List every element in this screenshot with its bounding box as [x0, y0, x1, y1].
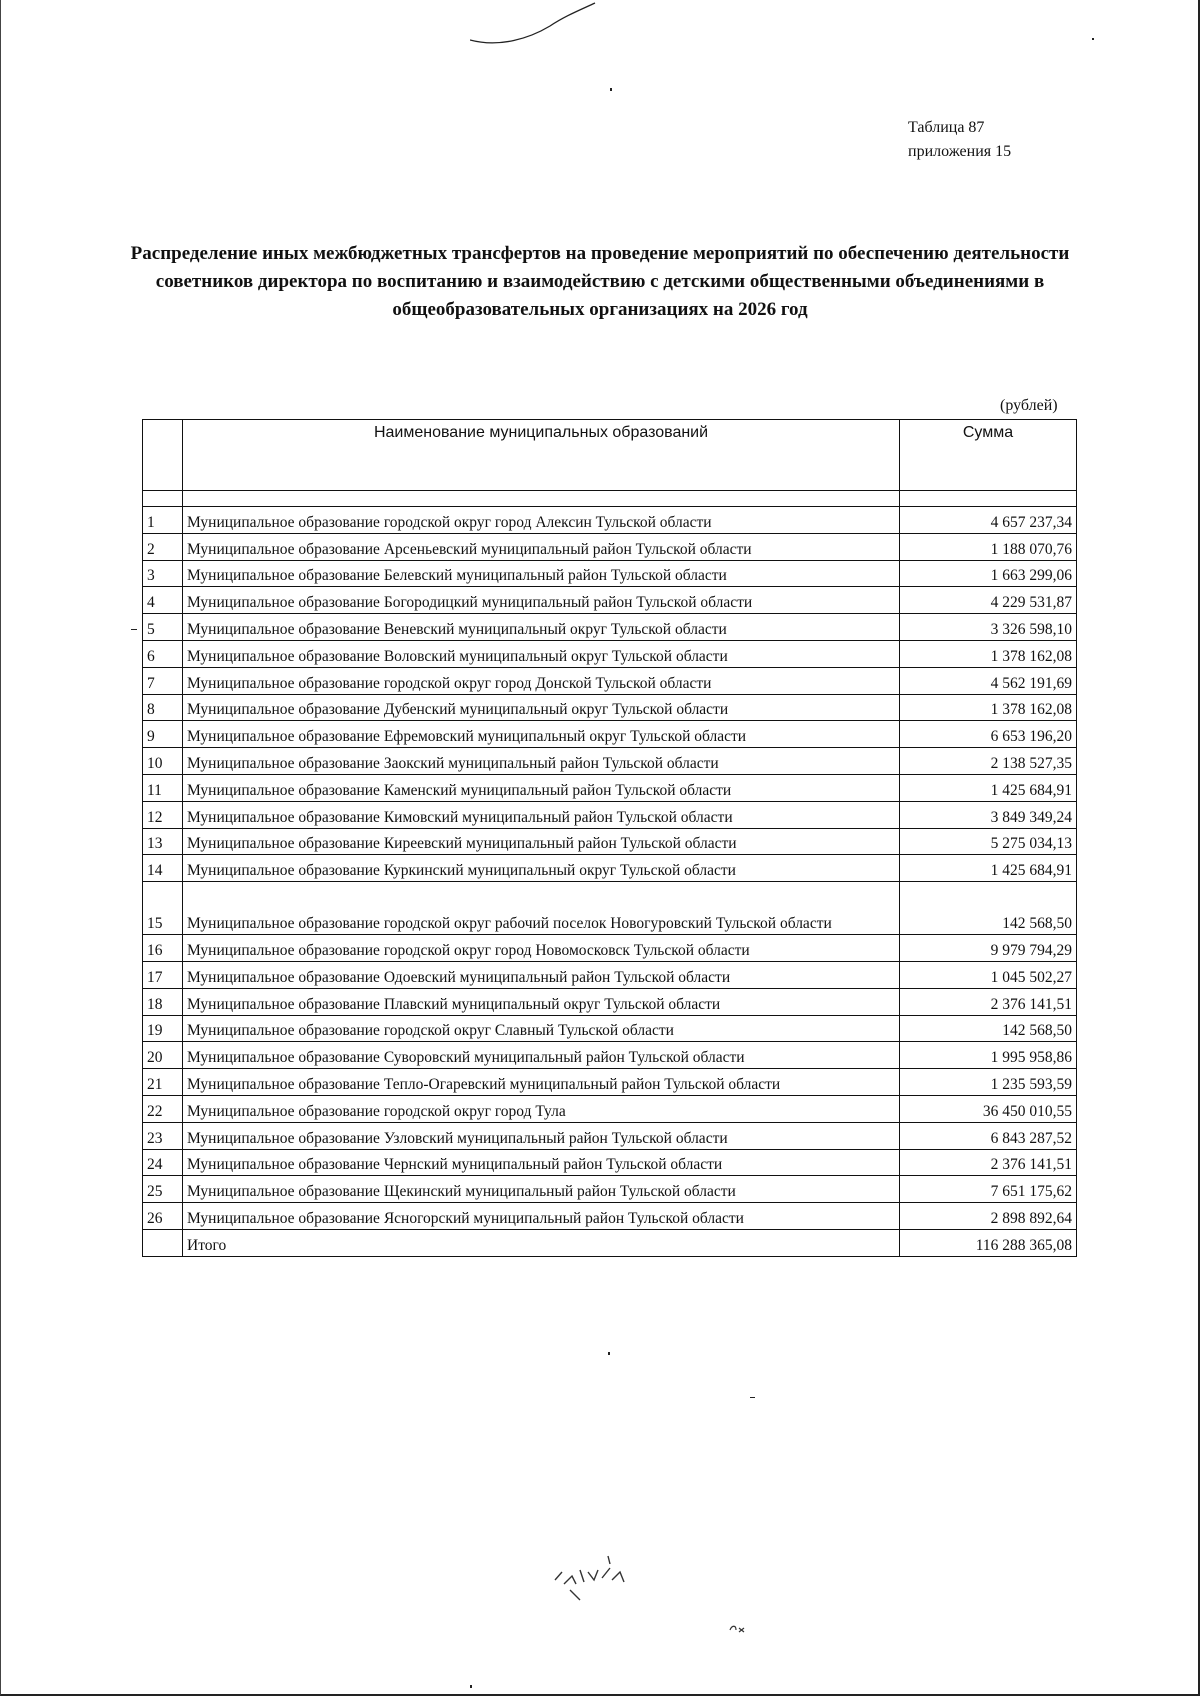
handwritten-mark: [728, 1622, 752, 1636]
total-label: Итого: [183, 1229, 900, 1256]
row-number: 18: [143, 988, 183, 1015]
row-number: 23: [143, 1122, 183, 1149]
transfer-sum: 1 235 593,59: [900, 1069, 1077, 1096]
transfer-sum: 1 045 502,27: [900, 961, 1077, 988]
transfer-sum: 142 568,50: [900, 1015, 1077, 1042]
transfer-sum: 142 568,50: [900, 882, 1077, 935]
municipality-name: Муниципальное образование Суворовский муниципальный район Тульской области: [183, 1042, 900, 1069]
total-row: [143, 1229, 1077, 1256]
table-row: [143, 1042, 1077, 1069]
table-header-row: [143, 420, 1077, 491]
municipality-name: Муниципальное образование Ясногорский муниципальный район Тульской области: [183, 1203, 900, 1230]
table-row: [143, 988, 1077, 1015]
document-title: Распределение иных межбюджетных трансфертов на проведение мероприятий по обеспечению деятельности советников директора по воспитанию и взаимодействию с детскими общественными объединениями в общеобразовательных организациях на 2026 год: [130, 243, 1070, 320]
table-row: [143, 882, 1077, 935]
row-number: 2: [143, 533, 183, 560]
table-row: [143, 694, 1077, 721]
municipality-name: Муниципальное образование Белевский муниципальный район Тульской области: [183, 560, 900, 587]
table-row: [143, 1015, 1077, 1042]
row-number: 20: [143, 1042, 183, 1069]
municipality-name: Муниципальное образование Тепло-Огаревский муниципальный район Тульской области: [183, 1069, 900, 1096]
transfer-sum: 5 275 034,13: [900, 828, 1077, 855]
row-number: 8: [143, 694, 183, 721]
transfer-sum: 1 425 684,91: [900, 855, 1077, 882]
row-number: 10: [143, 748, 183, 775]
transfer-sum: 6 843 287,52: [900, 1122, 1077, 1149]
row-number: 14: [143, 855, 183, 882]
transfer-sum: 7 651 175,62: [900, 1176, 1077, 1203]
scan-dot: [610, 88, 612, 91]
municipality-name: Муниципальное образование Киреевский муниципальный район Тульской области: [183, 828, 900, 855]
row-number: 25: [143, 1176, 183, 1203]
row-number: 7: [143, 667, 183, 694]
table-row: [143, 1149, 1077, 1176]
transfer-sum: 1 663 299,06: [900, 560, 1077, 587]
transfer-sum: 2 138 527,35: [900, 748, 1077, 775]
row-number: 3: [143, 560, 183, 587]
table-row: [143, 961, 1077, 988]
table-row: [143, 640, 1077, 667]
row-number: 6: [143, 640, 183, 667]
municipality-name: Муниципальное образование Ефремовский муниципальный округ Тульской области: [183, 721, 900, 748]
municipality-name: Муниципальное образование городской округ город Алексин Тульской области: [183, 507, 900, 534]
municipality-name: Муниципальное образование городской округ рабочий поселок Новогуровский Тульской области: [183, 882, 900, 935]
row-number: 17: [143, 961, 183, 988]
transfer-sum: 1 378 162,08: [900, 694, 1077, 721]
municipality-name: Муниципальное образование Кимовский муниципальный район Тульской области: [183, 801, 900, 828]
municipality-name: Муниципальное образование Узловский муниципальный район Тульской области: [183, 1122, 900, 1149]
table-number: Таблица 87: [908, 119, 985, 136]
municipality-name: Муниципальное образование Щекинский муниципальный район Тульской области: [183, 1176, 900, 1203]
row-number: 13: [143, 828, 183, 855]
municipality-name: Муниципальное образование Заокский муниципальный район Тульской области: [183, 748, 900, 775]
transfer-sum: 36 450 010,55: [900, 1095, 1077, 1122]
signature-stroke: [470, 0, 600, 50]
row-number: 5: [143, 614, 183, 641]
table-row: [143, 1176, 1077, 1203]
municipality-name: Муниципальное образование Куркинский муниципальный округ Тульской области: [183, 855, 900, 882]
table-row: [143, 667, 1077, 694]
transfer-sum: 3 849 349,24: [900, 801, 1077, 828]
table-row: [143, 828, 1077, 855]
appendix-reference: [908, 116, 1011, 164]
municipality-name: Муниципальное образование Плавский муниципальный округ Тульской области: [183, 988, 900, 1015]
table-row: [143, 560, 1077, 587]
table-row: [143, 935, 1077, 962]
row-number: 1: [143, 507, 183, 534]
municipality-name: Муниципальное образование Дубенский муниципальный округ Тульской области: [183, 694, 900, 721]
table-row: [143, 855, 1077, 882]
transfer-sum: 2 376 141,51: [900, 988, 1077, 1015]
municipality-name: Муниципальное образование Чернский муниципальный район Тульской области: [183, 1149, 900, 1176]
scan-dot: [1092, 38, 1094, 40]
municipality-name: Муниципальное образование Воловский муниципальный округ Тульской области: [183, 640, 900, 667]
municipality-name: Муниципальное образование городской округ Славный Тульской области: [183, 1015, 900, 1042]
transfer-sum: 3 326 598,10: [900, 614, 1077, 641]
table-row: [143, 1203, 1077, 1230]
municipality-name: Муниципальное образование Арсеньевский муниципальный район Тульской области: [183, 533, 900, 560]
table-row: [143, 507, 1077, 534]
transfer-sum: 9 979 794,29: [900, 935, 1077, 962]
row-number: 11: [143, 774, 183, 801]
scan-dot: [608, 1352, 610, 1355]
municipality-name: Муниципальное образование Веневский муниципальный округ Тульской области: [183, 614, 900, 641]
table-row: [143, 774, 1077, 801]
row-number: 15: [143, 882, 183, 935]
table-row: [143, 1069, 1077, 1096]
transfer-sum: 4 657 237,34: [900, 507, 1077, 534]
appendix-number: приложения 15: [908, 143, 1012, 160]
row-number: 16: [143, 935, 183, 962]
handwritten-mark: [550, 1550, 660, 1620]
total-number-cell: [143, 1229, 183, 1256]
transfer-sum: 1 425 684,91: [900, 774, 1077, 801]
municipality-name: Муниципальное образование Богородицкий муниципальный район Тульской области: [183, 587, 900, 614]
scan-dot: [131, 629, 137, 630]
distribution-table: [142, 419, 1077, 1257]
row-number: 9: [143, 721, 183, 748]
header-name-cell: Наименование муниципальных образований: [183, 420, 900, 491]
transfer-sum: 2 376 141,51: [900, 1149, 1077, 1176]
transfer-sum: 2 898 892,64: [900, 1203, 1077, 1230]
transfer-sum: 4 562 191,69: [900, 667, 1077, 694]
header-gap-row: [143, 491, 1077, 507]
municipality-name: Муниципальное образование городской округ город Новомосковск Тульской области: [183, 935, 900, 962]
header-sum-cell: Сумма: [900, 420, 1077, 491]
scan-dot: [750, 1397, 755, 1398]
table-row: [143, 1095, 1077, 1122]
transfer-sum: 6 653 196,20: [900, 721, 1077, 748]
header-number-cell: [143, 420, 183, 491]
municipality-name: Муниципальное образование городской округ город Тула: [183, 1095, 900, 1122]
row-number: 4: [143, 587, 183, 614]
transfer-sum: 4 229 531,87: [900, 587, 1077, 614]
row-number: 21: [143, 1069, 183, 1096]
row-number: 19: [143, 1015, 183, 1042]
municipality-name: Муниципальное образование городской округ город Донской Тульской области: [183, 667, 900, 694]
row-number: 22: [143, 1095, 183, 1122]
transfer-sum: 1 378 162,08: [900, 640, 1077, 667]
row-number: 26: [143, 1203, 183, 1230]
table-row: [143, 614, 1077, 641]
table-row: [143, 587, 1077, 614]
municipality-name: Муниципальное образование Одоевский муниципальный район Тульской области: [183, 961, 900, 988]
table-row: [143, 721, 1077, 748]
transfer-sum: 1 188 070,76: [900, 533, 1077, 560]
table-row: [143, 748, 1077, 775]
table-row: [143, 533, 1077, 560]
total-sum: 116 288 365,08: [900, 1229, 1077, 1256]
row-number: 24: [143, 1149, 183, 1176]
municipality-name: Муниципальное образование Каменский муниципальный район Тульской области: [183, 774, 900, 801]
transfer-sum: 1 995 958,86: [900, 1042, 1077, 1069]
scan-dot: [470, 1685, 472, 1688]
table-row: [143, 801, 1077, 828]
row-number: 12: [143, 801, 183, 828]
table-row: [143, 1122, 1077, 1149]
units-label: (рублей): [1000, 397, 1058, 414]
